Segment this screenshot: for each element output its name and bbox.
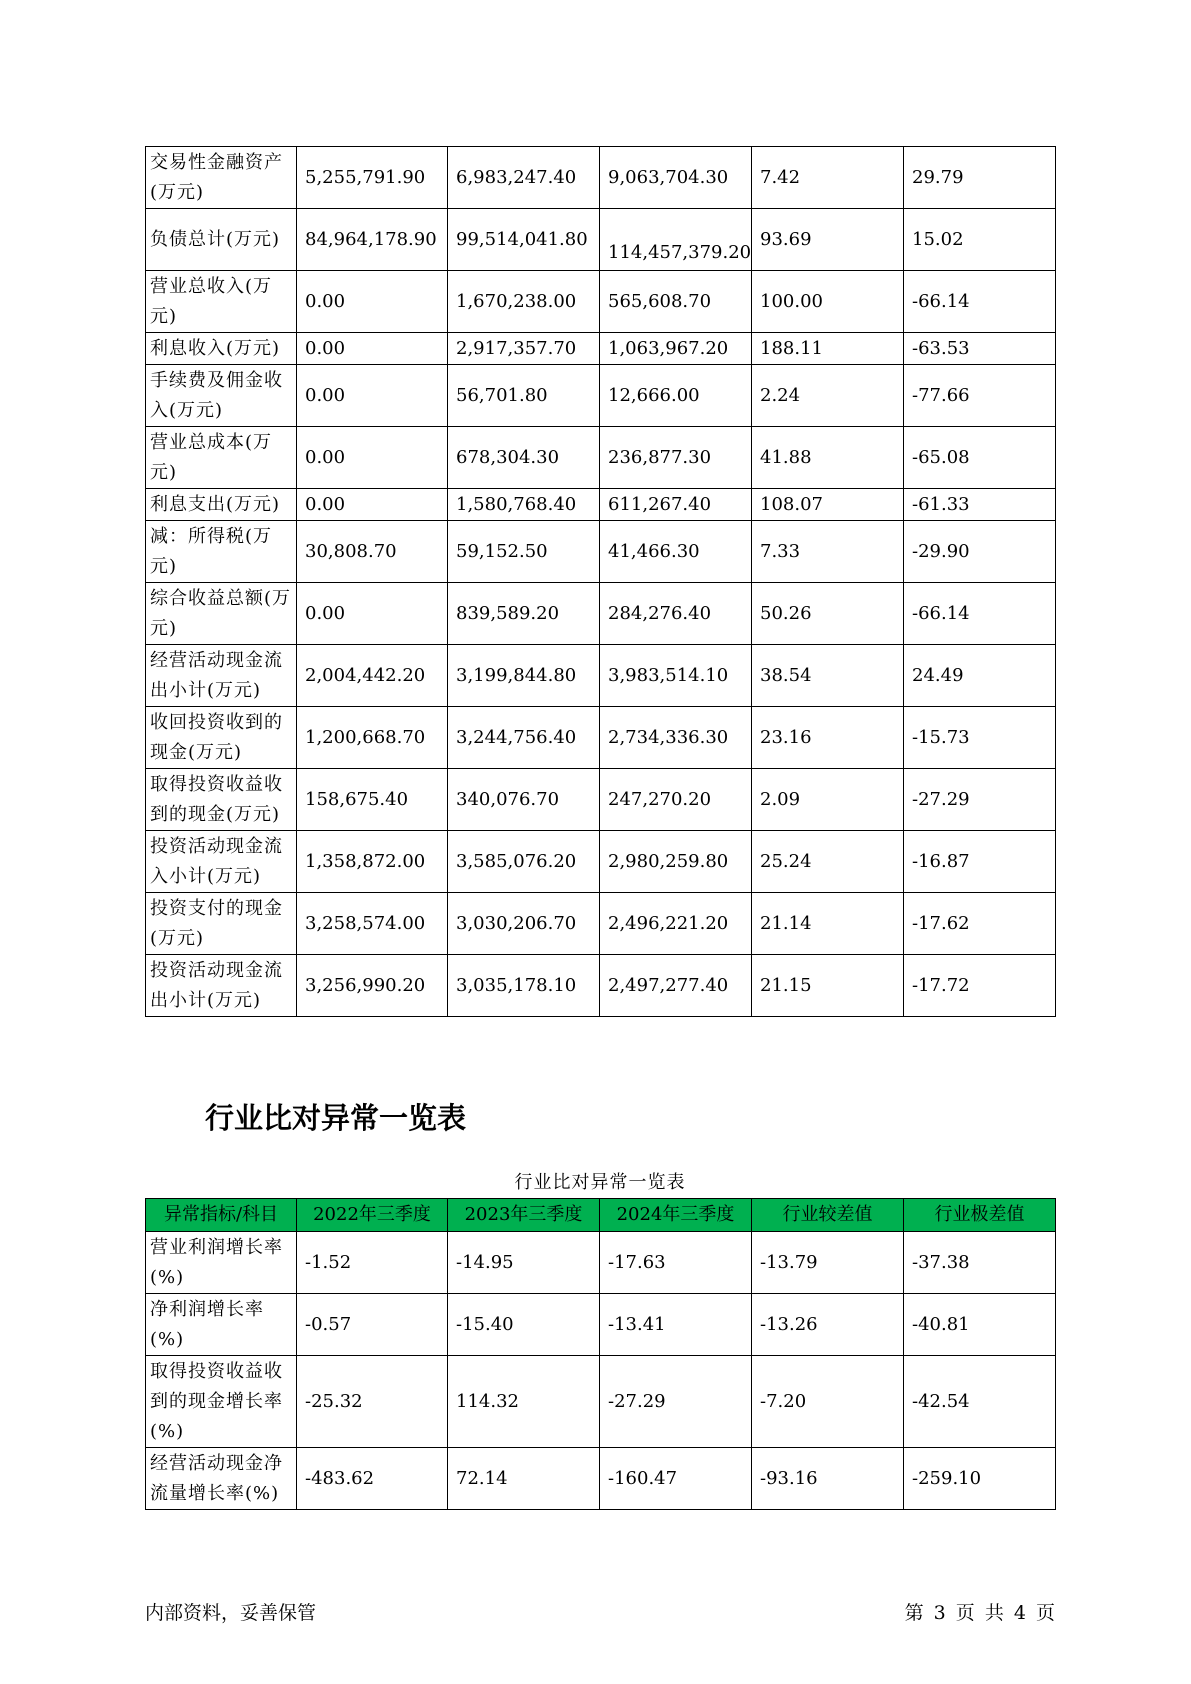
- industry-diff: 7.33: [752, 521, 904, 583]
- industry-range: 15.02: [904, 209, 1056, 271]
- value-2022: 0.00: [297, 427, 448, 489]
- header-industry-range: 行业极差值: [904, 1199, 1056, 1232]
- value-2023: 99,514,041.80: [448, 209, 600, 271]
- footer-page-number: 第 3 页 共 4 页: [904, 1602, 1055, 1624]
- industry-range: -29.90: [904, 521, 1056, 583]
- table-row: [146, 1448, 1056, 1510]
- value-2023: 6,983,247.40: [448, 147, 600, 209]
- value-2024: 9,063,704.30: [600, 147, 752, 209]
- section-title: 行业比对异常一览表: [205, 1101, 467, 1135]
- table-row: [146, 1356, 1056, 1448]
- header-industry-diff: 行业较差值: [752, 1199, 904, 1232]
- table-row: [146, 831, 1056, 893]
- row-label: 利息收入(万元): [146, 333, 297, 365]
- industry-range: -66.14: [904, 583, 1056, 645]
- value-2022: 0.00: [297, 333, 448, 365]
- table-row: [146, 583, 1056, 645]
- value-2022: -1.52: [297, 1232, 448, 1294]
- industry-range: -61.33: [904, 489, 1056, 521]
- table-row: [146, 645, 1056, 707]
- row-label: 收回投资收到的现金(万元): [146, 707, 297, 769]
- value-2024: 284,276.40: [600, 583, 752, 645]
- value-2022: 0.00: [297, 365, 448, 427]
- header-2023q3: 2023年三季度: [448, 1199, 600, 1232]
- industry-range: -27.29: [904, 769, 1056, 831]
- value-2022: 158,675.40: [297, 769, 448, 831]
- value-2023: 340,076.70: [448, 769, 600, 831]
- industry-diff: 25.24: [752, 831, 904, 893]
- table-row: [146, 365, 1056, 427]
- industry-diff: -7.20: [752, 1356, 904, 1448]
- table-row: [146, 955, 1056, 1017]
- row-label: 经营活动现金流出小计(万元): [146, 645, 297, 707]
- industry-range: -37.38: [904, 1232, 1056, 1294]
- industry-diff: 50.26: [752, 583, 904, 645]
- table-caption: 行业比对异常一览表: [514, 1172, 686, 1193]
- industry-range: -17.72: [904, 955, 1056, 1017]
- value-2023: 3,585,076.20: [448, 831, 600, 893]
- industry-diff: -93.16: [752, 1448, 904, 1510]
- value-2022: 1,200,668.70: [297, 707, 448, 769]
- value-2023: 59,152.50: [448, 521, 600, 583]
- table-row: [146, 271, 1056, 333]
- value-2024: 41,466.30: [600, 521, 752, 583]
- industry-diff: 108.07: [752, 489, 904, 521]
- value-2024: 2,734,336.30: [600, 707, 752, 769]
- value-2023: 72.14: [448, 1448, 600, 1510]
- industry-range: -16.87: [904, 831, 1056, 893]
- row-label: 取得投资收益收到的现金(万元): [146, 769, 297, 831]
- row-label: 利息支出(万元): [146, 489, 297, 521]
- industry-range: 24.49: [904, 645, 1056, 707]
- value-2022: -483.62: [297, 1448, 448, 1510]
- row-label: 经营活动现金净流量增长率(%): [146, 1448, 297, 1510]
- value-2023: 678,304.30: [448, 427, 600, 489]
- value-2022: 0.00: [297, 583, 448, 645]
- value-2023: -14.95: [448, 1232, 600, 1294]
- table-row: [146, 893, 1056, 955]
- industry-diff: 7.42: [752, 147, 904, 209]
- row-label: 营业总收入(万元): [146, 271, 297, 333]
- value-2023: 1,670,238.00: [448, 271, 600, 333]
- table-row: [146, 147, 1056, 209]
- header-2022q3: 2022年三季度: [297, 1199, 448, 1232]
- industry-comparison-table: [145, 1198, 1056, 1510]
- value-2024: 247,270.20: [600, 769, 752, 831]
- industry-diff: 38.54: [752, 645, 904, 707]
- row-label: 取得投资收益收到的现金增长率(%): [146, 1356, 297, 1448]
- industry-diff: 188.11: [752, 333, 904, 365]
- table-row: [146, 707, 1056, 769]
- value-2023: 114.32: [448, 1356, 600, 1448]
- value-2023: 3,199,844.80: [448, 645, 600, 707]
- value-2023: 3,035,178.10: [448, 955, 600, 1017]
- row-label: 投资活动现金流入小计(万元): [146, 831, 297, 893]
- row-label: 营业利润增长率(%): [146, 1232, 297, 1294]
- table-row: [146, 209, 1056, 271]
- value-2023: 56,701.80: [448, 365, 600, 427]
- row-label: 净利润增长率(%): [146, 1294, 297, 1356]
- value-2023: 1,580,768.40: [448, 489, 600, 521]
- industry-diff: 100.00: [752, 271, 904, 333]
- value-2024: -13.41: [600, 1294, 752, 1356]
- table-row: [146, 521, 1056, 583]
- industry-range: -65.08: [904, 427, 1056, 489]
- row-label: 交易性金融资产(万元): [146, 147, 297, 209]
- value-2022: 30,808.70: [297, 521, 448, 583]
- table-row: [146, 1294, 1056, 1356]
- value-2022: -25.32: [297, 1356, 448, 1448]
- industry-diff: 21.14: [752, 893, 904, 955]
- value-2024: -160.47: [600, 1448, 752, 1510]
- industry-diff: 23.16: [752, 707, 904, 769]
- row-label: 减：所得税(万元): [146, 521, 297, 583]
- table-row: [146, 333, 1056, 365]
- row-label: 投资支付的现金(万元): [146, 893, 297, 955]
- industry-range: -40.81: [904, 1294, 1056, 1356]
- industry-diff: 21.15: [752, 955, 904, 1017]
- value-2024: 2,496,221.20: [600, 893, 752, 955]
- industry-diff: -13.26: [752, 1294, 904, 1356]
- value-2022: 84,964,178.90: [297, 209, 448, 271]
- value-2023: -15.40: [448, 1294, 600, 1356]
- table-row: [146, 427, 1056, 489]
- industry-range: 29.79: [904, 147, 1056, 209]
- value-2024: 114,457,379.20: [600, 209, 752, 271]
- row-label: 综合收益总额(万元): [146, 583, 297, 645]
- value-2024: 1,063,967.20: [600, 333, 752, 365]
- industry-diff: 93.69: [752, 209, 904, 271]
- value-2022: 2,004,442.20: [297, 645, 448, 707]
- value-2024: 236,877.30: [600, 427, 752, 489]
- row-label: 营业总成本(万元): [146, 427, 297, 489]
- value-2022: -0.57: [297, 1294, 448, 1356]
- value-2024: 12,666.00: [600, 365, 752, 427]
- industry-range: -259.10: [904, 1448, 1056, 1510]
- footer-confidential-note: 内部资料，妥善保管: [145, 1602, 317, 1624]
- table-row: [146, 489, 1056, 521]
- value-2024: 611,267.40: [600, 489, 752, 521]
- industry-range: -17.62: [904, 893, 1056, 955]
- value-2023: 3,244,756.40: [448, 707, 600, 769]
- table-header-row: [146, 1199, 1056, 1232]
- value-2022: 1,358,872.00: [297, 831, 448, 893]
- table-row: [146, 769, 1056, 831]
- value-2024: 565,608.70: [600, 271, 752, 333]
- header-indicator: 异常指标/科目: [146, 1199, 297, 1232]
- value-2023: 3,030,206.70: [448, 893, 600, 955]
- financial-data-table: [145, 146, 1056, 1017]
- value-2024: 2,980,259.80: [600, 831, 752, 893]
- industry-diff: -13.79: [752, 1232, 904, 1294]
- industry-diff: 41.88: [752, 427, 904, 489]
- value-2023: 2,917,357.70: [448, 333, 600, 365]
- value-2022: 0.00: [297, 489, 448, 521]
- industry-range: -77.66: [904, 365, 1056, 427]
- value-2022: 3,258,574.00: [297, 893, 448, 955]
- value-2022: 0.00: [297, 271, 448, 333]
- row-label: 负债总计(万元): [146, 209, 297, 271]
- value-2022: 5,255,791.90: [297, 147, 448, 209]
- value-2024: 3,983,514.10: [600, 645, 752, 707]
- row-label: 手续费及佣金收入(万元): [146, 365, 297, 427]
- industry-range: -66.14: [904, 271, 1056, 333]
- industry-range: -42.54: [904, 1356, 1056, 1448]
- value-2023: 839,589.20: [448, 583, 600, 645]
- header-2024q3: 2024年三季度: [600, 1199, 752, 1232]
- industry-diff: 2.09: [752, 769, 904, 831]
- row-label: 投资活动现金流出小计(万元): [146, 955, 297, 1017]
- value-2024: -17.63: [600, 1232, 752, 1294]
- industry-diff: 2.24: [752, 365, 904, 427]
- value-2024: -27.29: [600, 1356, 752, 1448]
- industry-range: -15.73: [904, 707, 1056, 769]
- value-2022: 3,256,990.20: [297, 955, 448, 1017]
- industry-range: -63.53: [904, 333, 1056, 365]
- value-2024: 2,497,277.40: [600, 955, 752, 1017]
- table-row: [146, 1232, 1056, 1294]
